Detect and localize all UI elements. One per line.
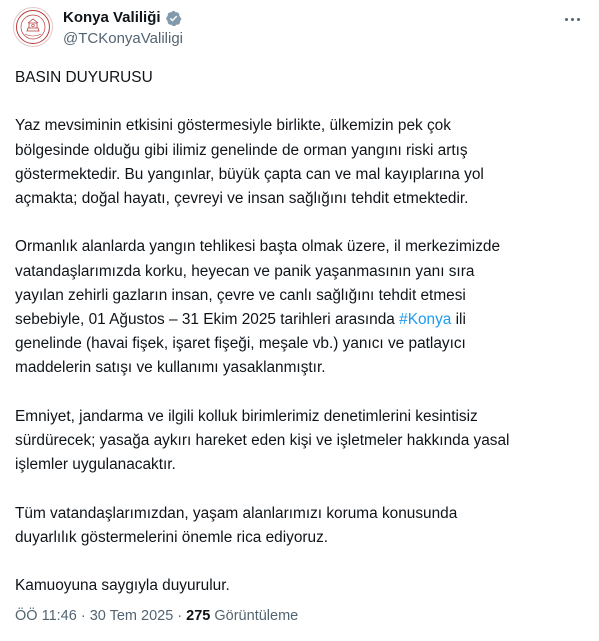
text-line: göstermektedir. Bu yangınlar, büyük çapta can ve mal kayıplarına yol: [15, 165, 484, 183]
text-line: maddelerin satışı ve kullanımı yasaklanmıştır.: [15, 359, 326, 377]
text-line: ili: [451, 311, 466, 328]
author-handle[interactable]: @TCKonyaValiligi: [63, 30, 183, 47]
tweet-title: BASIN DUYURUSU: [15, 69, 153, 86]
text-line: bölgesinde olduğu gibi ilimiz genelinde de orman yangını riski artış: [15, 141, 468, 159]
closing-line: Kamuoyuna saygıyla duyurulur.: [15, 577, 230, 595]
tweet-date[interactable]: 30 Tem 2025: [89, 608, 174, 624]
text-line: açmakta; doğal hayatı, çevreyi ve insan sağlığını tehdit etmektedir.: [15, 190, 469, 207]
text-line: Tüm vatandaşlarımızdan, yaşam alanlarımızı koruma konusunda: [15, 504, 458, 522]
text-line: sebebiyle, 01 Ağustos – 31 Ekim 2025 tarihleri arasında: [15, 311, 400, 328]
paragraph-2: [15, 235, 587, 380]
tweet-time[interactable]: ÖÖ 11:46: [15, 608, 77, 624]
tweet-text: [15, 66, 587, 598]
meta-separator: ·: [173, 608, 187, 624]
views-count: 275: [186, 608, 211, 624]
meta-separator: ·: [76, 608, 90, 624]
text-line: duyarlılık göstermelerini önemle rica ediyoruz.: [15, 528, 329, 546]
text-line: Ormanlık alanlarda yangın tehlikesi başta olmak üzere, il merkezimizde: [15, 238, 501, 256]
text-line: genelinde (havai fişek, işaret fişeği, meşale vb.) yanıcı ve patlayıcı: [15, 335, 466, 353]
text-line: vatandaşlarımızda korku, heyecan ve panik yaşanmasının yanı sıra: [15, 262, 475, 280]
text-line: sürdürecek; yasağa aykırı hareket eden kişi ve işletmeler hakkında yasal: [15, 432, 510, 449]
verified-badge-icon: [165, 10, 182, 27]
tweet-meta: [15, 607, 298, 625]
paragraph-1: [15, 114, 587, 211]
text-line: Emniyet, jandarma ve ilgili kolluk birimlerimiz denetimlerini kesintisiz: [15, 407, 478, 425]
hashtag-link[interactable]: #Konya: [399, 311, 452, 328]
views-label: Görüntüleme: [210, 608, 299, 624]
paragraph-4: [15, 502, 587, 550]
tweet-header: [0, 0, 599, 56]
text-line: işlemler uygulanacaktır.: [15, 456, 176, 474]
author-display-name[interactable]: Konya Valiliği: [63, 9, 161, 26]
more-options-icon[interactable]: [558, 8, 586, 30]
author-name-row: [63, 9, 182, 27]
text-line: yayılan zehirli gazların insan, çevre ve canlı sağlığını tehdit etmesi: [15, 286, 466, 304]
text-line: Yaz mevsiminin etkisini göstermesiyle birlikte, ülkemizin pek çok: [15, 117, 451, 135]
paragraph-3: [15, 405, 587, 478]
seal-logo-icon[interactable]: [13, 7, 53, 47]
